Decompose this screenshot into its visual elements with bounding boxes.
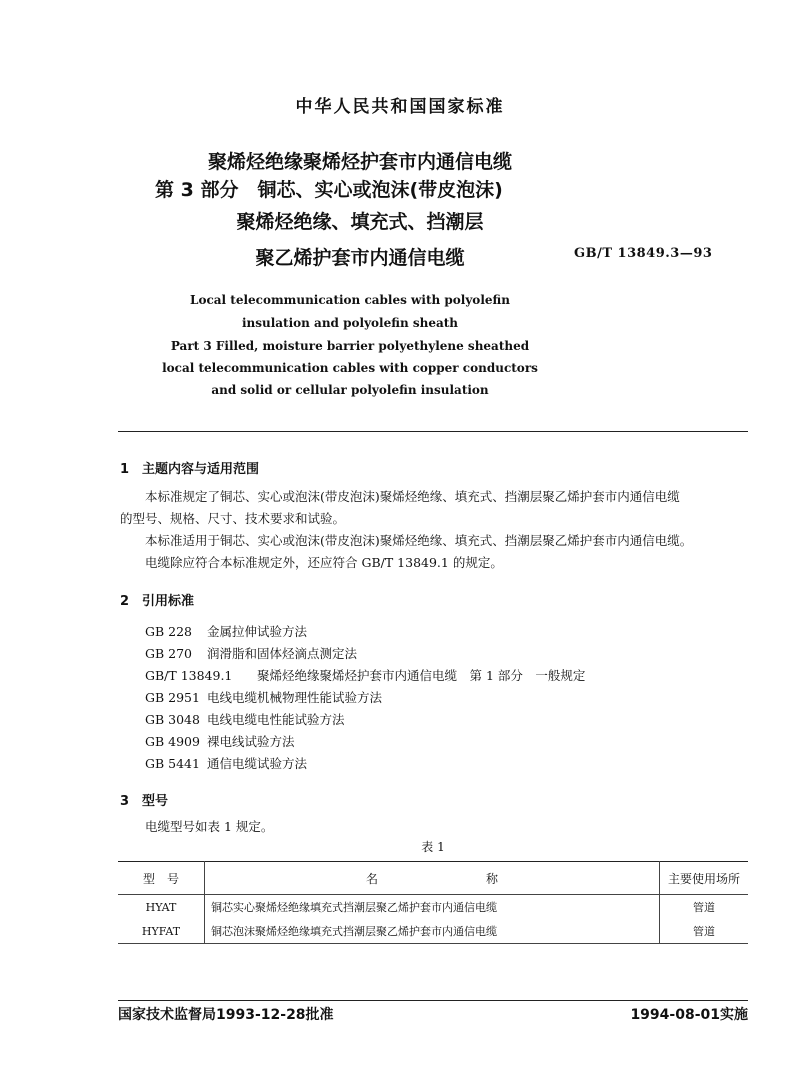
standard-number: GB/T 13849.3—93: [574, 246, 713, 261]
reference-code: GB 4909: [145, 734, 200, 749]
cell-usage: 管道: [660, 895, 749, 920]
reference-title: 裸电线试验方法: [207, 734, 295, 749]
reference-code: GB 270: [145, 646, 193, 661]
reference-title: 聚烯烃绝缘聚烯烃护套市内通信电缆 第 1 部分 一般规定: [257, 668, 586, 683]
reference-item: [145, 622, 307, 640]
table-row: [118, 895, 748, 920]
reference-item: [145, 644, 357, 662]
reference-title: 金属拉伸试验方法: [207, 624, 308, 639]
table-caption: 表 1: [421, 840, 445, 854]
section-1-paragraph-1a: 本标准规定了铜芯、实心或泡沫(带皮泡沫)聚烯烃绝缘、填充式、挡潮层聚乙烯护套市内通信电缆: [145, 489, 680, 504]
reference-item: [145, 732, 295, 750]
section-2-heading: 2 引用标准: [120, 594, 195, 609]
section-1-heading: 1 主题内容与适用范围: [120, 462, 260, 477]
english-title-line-4: local telecommunication cables with copper conductors: [162, 361, 538, 375]
english-title-line-3: Part 3 Filled, moisture barrier polyethylene sheathed: [170, 339, 530, 353]
header-name: 名 称: [365, 871, 498, 886]
reference-title: 润滑脂和固体烃滴点测定法: [207, 646, 358, 661]
title-line-2: 第 3 部分 铜芯、实心或泡沫(带皮泡沫): [155, 179, 503, 201]
section-3-paragraph-1: 电缆型号如表 1 规定。: [145, 819, 274, 834]
header-divider: [118, 431, 748, 432]
header-model: 型 号: [118, 862, 205, 895]
reference-code: GB 3048: [145, 712, 200, 727]
cell-name: 铜芯泡沫聚烯烃绝缘填充式挡潮层聚乙烯护套市内通信电缆: [211, 925, 497, 938]
reference-item: [145, 710, 345, 728]
implementation-date: 1994-08-01实施: [630, 1007, 748, 1023]
reference-item: [145, 754, 307, 772]
footer-divider: [118, 1000, 748, 1001]
reference-title: 电线电缆机械物理性能试验方法: [207, 690, 383, 705]
reference-code: GB 2951: [145, 690, 200, 705]
type-table: [118, 861, 748, 944]
reference-title: 电线电缆电性能试验方法: [207, 712, 345, 727]
section-3-heading: 3 型号: [120, 794, 169, 809]
cell-name: 铜芯实心聚烯烃绝缘填充式挡潮层聚乙烯护套市内通信电缆: [211, 901, 497, 914]
cell-usage: 管道: [660, 919, 749, 944]
section-1-paragraph-2: 本标准适用于铜芯、实心或泡沫(带皮泡沫)聚烯烃绝缘、填充式、挡潮层聚乙烯护套市内通信电缆。: [145, 533, 693, 548]
reference-code: GB 5441: [145, 756, 200, 771]
table-header-row: [118, 862, 748, 895]
reference-item: [145, 666, 585, 684]
approval-note: 国家技术监督局1993-12-28批准: [118, 1007, 334, 1023]
cell-model: HYAT: [118, 895, 205, 920]
title-line-3: 聚烯烃绝缘、填充式、挡潮层: [236, 211, 484, 233]
reference-item: [145, 688, 382, 706]
header-usage: 主要使用场所: [660, 862, 749, 895]
title-line-1: 聚烯烃绝缘聚烯烃护套市内通信电缆: [207, 151, 512, 173]
title-line-4: 聚乙烯护套市内通信电缆: [255, 247, 465, 269]
table-row: [118, 919, 748, 944]
english-title-line-1: Local telecommunication cables with polyolefin: [190, 293, 510, 307]
reference-code: GB/T 13849.1: [145, 668, 233, 683]
english-title-line-5: and solid or cellular polyolefin insulation: [211, 383, 489, 397]
reference-code: GB 228: [145, 624, 193, 639]
section-1-paragraph-3: 电缆除应符合本标准规定外，还应符合 GB/T 13849.1 的规定。: [145, 555, 503, 570]
national-standard-heading: 中华人民共和国国家标准: [295, 97, 505, 117]
reference-title: 通信电缆试验方法: [207, 756, 308, 771]
english-title-line-2: insulation and polyolefin sheath: [241, 316, 459, 330]
cell-model: HYFAT: [118, 919, 205, 944]
section-1-paragraph-1b: 的型号、规格、尺寸、技术要求和试验。: [120, 511, 346, 526]
